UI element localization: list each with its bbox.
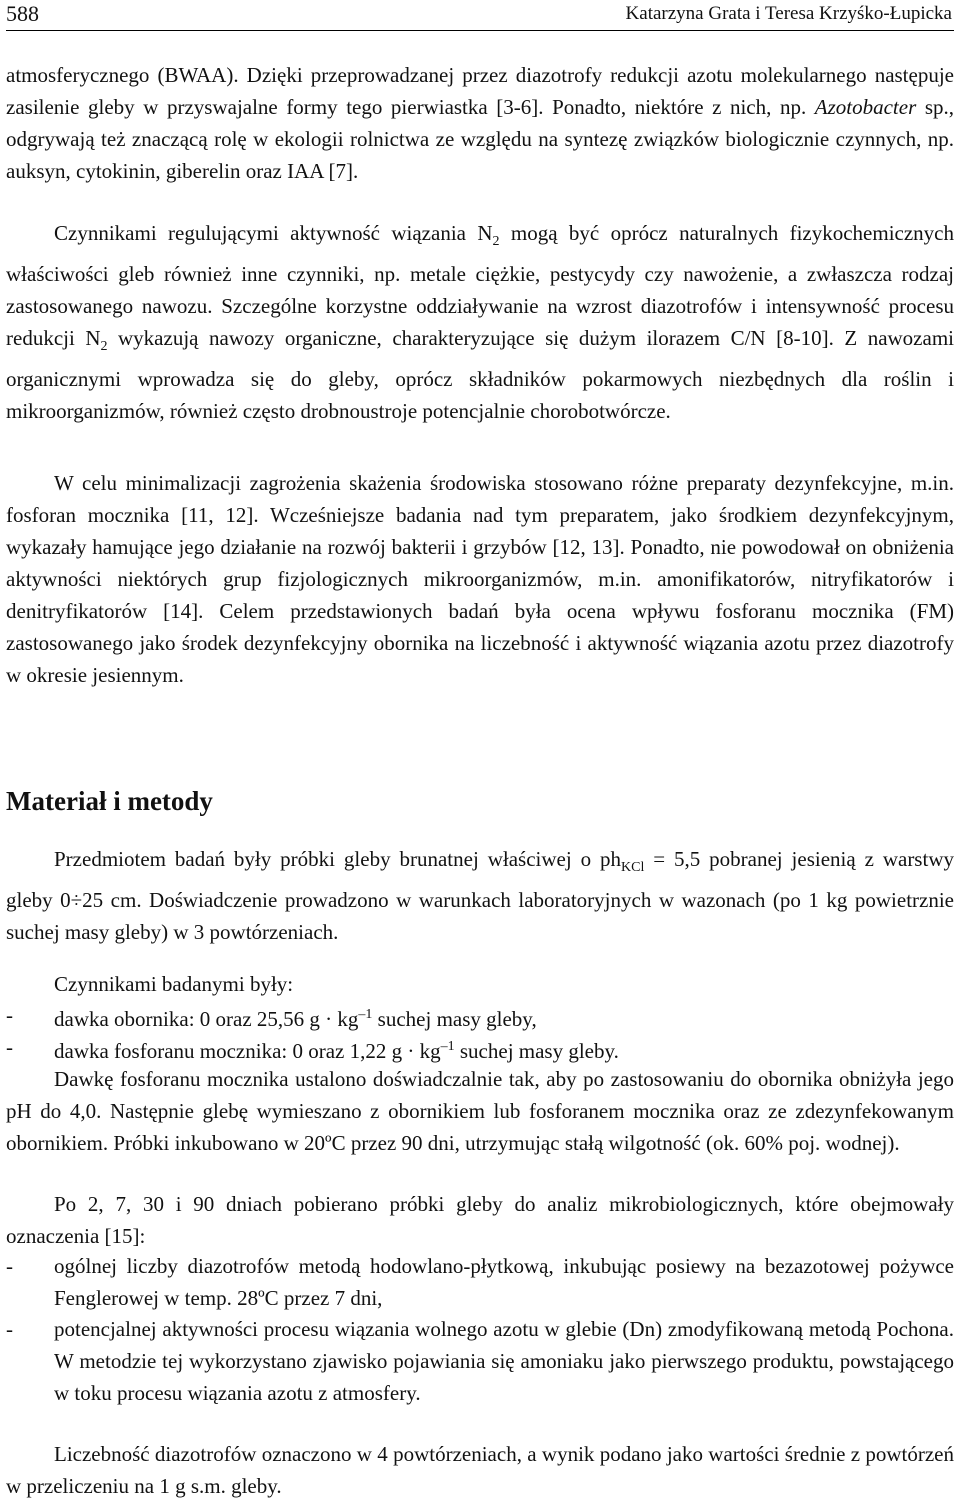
- factor-2-text: [54, 1031, 954, 1067]
- page-number: 588: [6, 1, 39, 26]
- section-heading-methods: Materiał i metody: [6, 786, 213, 816]
- running-header-authors: Katarzyna Grata i Teresa Krzyśko-Łupicka: [625, 3, 952, 24]
- factor-list-item-2: [6, 1031, 954, 1067]
- intro-paragraph-2: [6, 217, 954, 427]
- methods-paragraph-4: Po 2, 7, 30 i 90 dniach pobierano próbki gleby do analiz mikrobiologicznych, które obejmowały oznaczenia [15]:: [6, 1192, 954, 1248]
- analysis-list-item-1: [6, 1250, 954, 1314]
- factor-list-item-1: [6, 999, 954, 1035]
- methods-paragraph-1: [6, 843, 954, 948]
- subscript-2b: 2: [100, 339, 108, 355]
- methods-paragraph-2: Czynnikami badanymi były:: [54, 972, 294, 996]
- methods-paragraph-1-text-b: = 5,5 pobranej jesienią z warstwy gleby 0÷25 cm. Doświadczenie prowadzono w warunkach laboratoryjnych w wazonach (po 1 kg powietrznie suchej masy gleby) w 3 powtórzeniach.: [6, 847, 954, 945]
- intro-paragraph-1-text-b: sp., odgrywają też znaczącą rolę w ekologii rolnictwa ze względu na syntezę związków biologicznie czynnych, np. auksyn, cytokinin, giberelin oraz IAA [7].: [6, 95, 954, 183]
- list-dash: -: [6, 1317, 13, 1341]
- list-dash: -: [6, 1254, 13, 1278]
- list-dash: -: [6, 1035, 13, 1059]
- superscript-minus-1: –1: [358, 1007, 373, 1022]
- subscript-kcl: KCl: [621, 860, 645, 876]
- intro-paragraph-2-text-c: wykazują nawozy organiczne, charakteryzujące się dużym ilorazem C/N [8-10]. Z nawozami organicznymi wprowadza się do gleby, oprócz składników pokarmowych niezbędnych dla roślin i mikroorganizmów, również często drobnoustroje potencjalnie chorobotwórcze.: [6, 326, 954, 424]
- methods-paragraph-3: Dawkę fosforanu mocznika ustalono doświadczalnie tak, aby po zastosowaniu do obornika obniżyła jego pH do 4,0. Następnie glebę wymieszano z obornikiem lub fosforanem mocznika oraz ze zdezynfekowanym obornikiem. Próbki inkubowano w 20ºC przez 90 dni, utrzymując stałą wilgotność (ok. 60% poj. wodnej).: [6, 1067, 954, 1155]
- species-name: Azotobacter: [814, 95, 917, 119]
- intro-paragraph-1-text-a: atmosferycznego (BWAA). Dzięki przeprowadzanej przez diazotrofy redukcji azotu molekularnego następuje zasilenie gleby w przyswajalne formy tego pierwiastka [3-6]. Ponadto, niektóre z nich, np.: [6, 63, 954, 119]
- factor-2-text-b: suchej masy gleby.: [454, 1039, 619, 1063]
- intro-paragraph-2-text-b: mogą być oprócz naturalnych fizykochemicznych właściwości gleb również inne czynniki, np. metale ciężkie, pestycydy czy nawożenie, a zwłaszcza rodzaj zastosowanego nawozu. Szczególne korzystne oddziaływanie na wzrost diazotrofów i intensywność procesu redukcji N: [6, 221, 954, 351]
- methods-paragraph-5: Liczebność diazotrofów oznaczono w 4 powtórzeniach, a wynik podano jako wartości średnie z powtórzeń w przeliczeniu na 1 g s.m. gleby.: [6, 1442, 954, 1498]
- analysis-2-text: potencjalnej aktywności procesu wiązania wolnego azotu w glebie (Dn) zmodyfikowaną metodą Pochona. W metodzie tej wykorzystano zjawisko pojawiania się amoniaku jako pierwszego produktu, powstającego w toku procesu wiązania azotu z atmosfery.: [54, 1317, 954, 1405]
- list-dash: -: [6, 1003, 13, 1027]
- factor-1-text: [54, 999, 954, 1035]
- subscript-2: 2: [492, 234, 500, 250]
- factor-1-text-a: dawka obornika: 0 oraz 25,56 g · kg: [54, 1007, 359, 1031]
- factor-2-text-a: dawka fosforanu mocznika: 0 oraz 1,22 g · kg: [54, 1039, 441, 1063]
- factor-1-text-b: suchej masy gleby,: [372, 1007, 537, 1031]
- intro-paragraph-3: W celu minimalizacji zagrożenia skażenia środowiska stosowano różne preparaty dezynfekcyjne, m.in. fosforan mocznika [11, 12]. Wcześniejsze badania nad tym preparatem, jako środkiem dezynfekcyjnym, wykazały hamujące jego działanie na rozwój bakterii i grzybów [12, 13]. Ponadto, nie powodował on obniżenia aktywności niektórych grup fizjologicznych mikroorganizmów, m.in. amonifikatorów, nitryfikatorów i denitryfikatorów [14]. Celem przedstawionych badań była ocena wpływu fosforanu mocznika (FM) zastosowanego jako środek dezynfekcyjny obornika na liczebność i aktywność wiązania azotu przez diazotrofy w okresie jesiennym.: [6, 471, 954, 687]
- methods-paragraph-1-text-a: Przedmiotem badań były próbki gleby brunatnej właściwej o ph: [54, 847, 621, 871]
- intro-paragraph-2-text-a: Czynnikami regulującymi aktywność wiązania N: [54, 221, 493, 245]
- running-header: [6, 0, 954, 31]
- analysis-list-item-2: [6, 1313, 954, 1409]
- intro-paragraph-1: [6, 59, 954, 187]
- superscript-minus-1: –1: [440, 1039, 455, 1054]
- analysis-1-text: ogólnej liczby diazotrofów metodą hodowlano-płytkową, inkubując posiewy na bezazotowej pożywce Fenglerowej w temp. 28ºC przez 7 dni,: [54, 1254, 954, 1310]
